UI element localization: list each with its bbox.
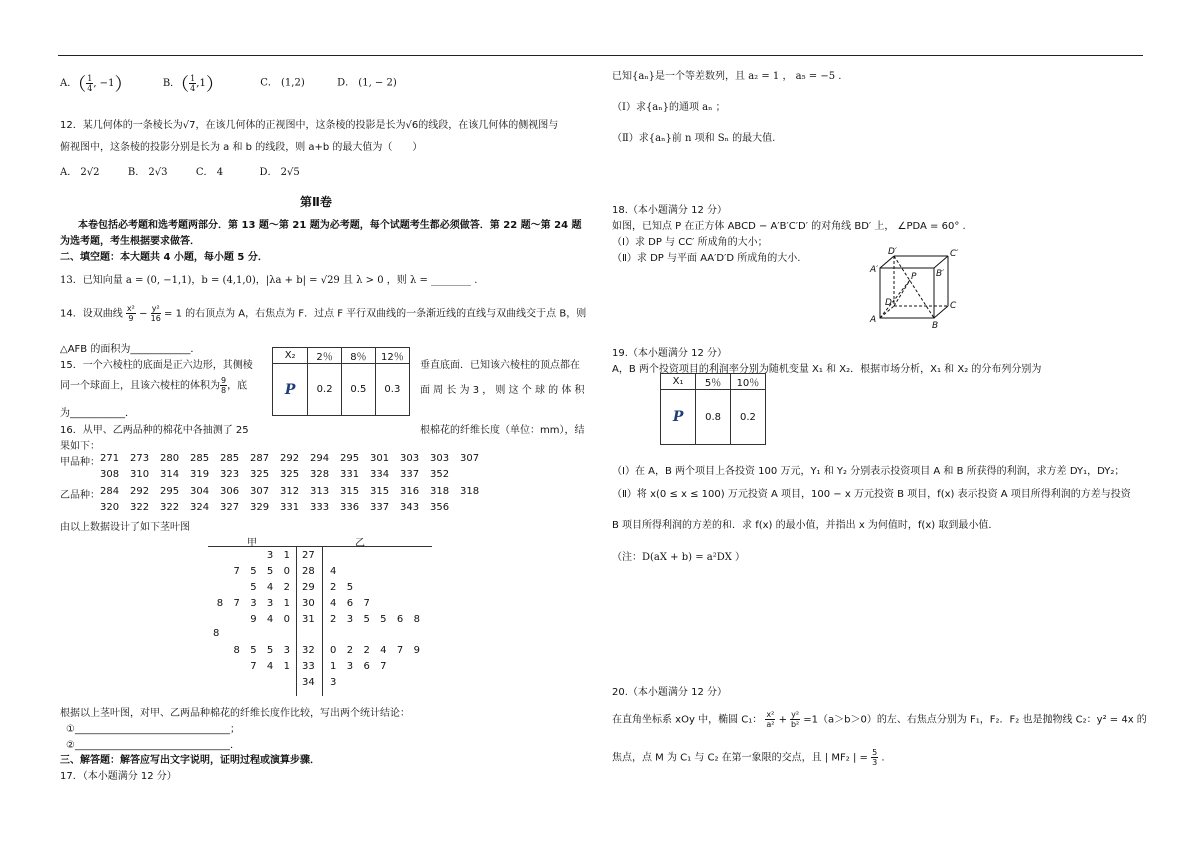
q12-option-a: A． 2√2 xyxy=(60,167,100,178)
q15-line1-right: 垂直底面．已知该六棱柱的顶点都在 xyxy=(420,360,580,371)
diagonal-BD-prime xyxy=(894,256,934,318)
header-rule xyxy=(58,55,1143,56)
q12-line2: 俯视图中，这条棱的投影分别是长为 a 和 b 的线段，则 a+b 的最大值为（ ） xyxy=(60,142,423,153)
data-value: 320 xyxy=(100,502,120,513)
part2-header: 二、填空题：本大题共 4 小题，每小题 5 分． xyxy=(60,252,268,263)
q12-option-c: C． 4 xyxy=(195,167,224,178)
stem-divider-left xyxy=(296,546,297,696)
x2-p-label: P xyxy=(284,381,296,398)
data-value: 303 xyxy=(400,453,420,464)
stem-leaves-left: 3 1 xyxy=(266,550,290,561)
data-value: 287 xyxy=(250,453,270,464)
section2-intro-1: 本卷包括必考题和选考题两部分．第 13 题～第 21 题为必考题，每个试题考生都必须做答．第 22 题～第 24 题 xyxy=(78,220,582,231)
data-value: 304 xyxy=(190,486,210,497)
q18-head: 18.（本小题满分 12 分） xyxy=(612,205,727,216)
label-B: B xyxy=(932,321,939,331)
stem-overflow-leaf: 8 xyxy=(213,628,220,639)
x1-distribution-table xyxy=(660,373,766,445)
label-D-prime: D′ xyxy=(888,247,897,257)
label-C: C xyxy=(950,301,957,311)
stem-value: 29 xyxy=(302,582,315,593)
q13: 13．已知向量 a = (0, −1,1)，b = (4,1,0)，|λa + b| = √29 且 λ > 0 ，则 λ = ________ . xyxy=(60,275,478,286)
x2-val: 0.3 xyxy=(375,364,409,416)
q14-line2: △AFB 的面积为____________． xyxy=(60,344,201,355)
stem-leaves-left: 7 5 5 0 xyxy=(233,566,290,577)
data-value: 285 xyxy=(220,453,240,464)
data-value: 316 xyxy=(400,486,420,497)
stem-value: 31 xyxy=(302,614,315,625)
q19-part-ii: （Ⅱ）将 x(0 ≤ x ≤ 100) 万元投资 A 项目，100 − x 万元投资 B 项目，f(x) 表示投资 A 项目所得利润的方差与投资 xyxy=(612,489,1131,500)
stem-value: 28 xyxy=(302,566,315,577)
data-value: 310 xyxy=(130,469,150,480)
stem-head-right: 乙 xyxy=(355,538,365,549)
stem-value: 30 xyxy=(302,598,315,609)
data-value: 306 xyxy=(220,486,240,497)
stem-leaves-left: 8 5 5 3 xyxy=(233,645,290,656)
data-value: 333 xyxy=(310,502,330,513)
x2-val: 0.5 xyxy=(342,364,376,416)
q18-text: 如图，已知点 P 在正方体 ABCD − A′B′C′D′ 的对角线 BD′ 上， ∠PDA = 60° . xyxy=(612,221,966,232)
stem-intro: 由以上数据设计了如下茎叶图 xyxy=(60,522,190,533)
data-value: 331 xyxy=(280,502,300,513)
stem-leaves-left: 8 7 3 3 1 xyxy=(216,598,290,609)
x2-header: X₂ xyxy=(273,348,308,364)
label-A: A xyxy=(870,315,877,325)
segment-DP xyxy=(894,280,910,306)
data-value: 324 xyxy=(190,502,210,513)
data-value: 307 xyxy=(250,486,270,497)
x1-val: 0.8 xyxy=(696,390,731,445)
cube-figure xyxy=(866,244,966,332)
data-value: 334 xyxy=(370,469,390,480)
stem-value: 33 xyxy=(302,661,315,672)
data-value: 325 xyxy=(280,469,300,480)
q17-part-ii: （Ⅱ）求{aₙ}前 n 项和 Sₙ 的最大值. xyxy=(612,133,776,144)
q15-line2-right: 面 周 长 为 3 ， 则 这 个 球 的 体 积 xyxy=(420,385,585,396)
q19-note: （注：D(aX + b) = a²DX ） xyxy=(612,552,746,563)
label-A-prime: A′ xyxy=(870,265,879,275)
cube-edge xyxy=(880,256,894,268)
data-value: 322 xyxy=(160,502,180,513)
data-value: 337 xyxy=(400,469,420,480)
stem-value: 27 xyxy=(302,550,315,561)
label-D: D xyxy=(885,298,892,308)
q16-conclusion-2: ②_______________________________． xyxy=(66,740,240,751)
q16-conclusion-1: ①_______________________________； xyxy=(66,724,240,735)
q20-line2: 焦点，点 M 为 C₁ 与 C₂ 在第一象限的交点，且 | MF₂ | = $\frac{5}{3}$ . xyxy=(612,748,885,767)
x1-p-label: P xyxy=(672,409,684,425)
yi-row-1 xyxy=(100,486,490,497)
data-value: 318 xyxy=(460,486,480,497)
label-C-prime: C′ xyxy=(950,249,959,259)
stem-leaves-right: 1 3 6 7 xyxy=(330,661,387,672)
data-value: 343 xyxy=(400,502,420,513)
q19-text: A，B 两个投资项目的利润率分别为随机变量 X₁ 和 X₂．根据市场分析，X₁ 和 X₂ 的分布列分别为 xyxy=(612,364,1042,375)
x1-val: 0.2 xyxy=(730,390,765,445)
data-value: 329 xyxy=(250,502,270,513)
q19-head: 19.（本小题满分 12 分） xyxy=(612,348,727,359)
x2-distribution-table xyxy=(272,347,410,416)
data-value: 292 xyxy=(280,453,300,464)
label-P: P xyxy=(911,272,917,282)
x2-val: 0.2 xyxy=(308,364,342,416)
q12-option-b: B． 2√3 xyxy=(127,167,168,178)
q16-after: 根据以上茎叶图，对甲、乙两品种棉花的纤维长度作比较，写出两个统计结论： xyxy=(60,708,410,719)
data-value: 322 xyxy=(130,502,150,513)
x1-col: 5％ xyxy=(696,374,731,390)
stem-leaves-left: 5 4 2 xyxy=(250,582,290,593)
yi-row-2 xyxy=(100,502,460,513)
q16-line2: 果如下： xyxy=(60,441,100,452)
stem-value: 32 xyxy=(302,645,315,656)
q17-head: 17．（本小题满分 12 分） xyxy=(60,771,177,782)
q17-part-i: （Ⅰ）求{aₙ}的通项 aₙ ； xyxy=(612,102,726,113)
data-value: 280 xyxy=(160,453,180,464)
data-value: 313 xyxy=(310,486,330,497)
stem-leaves-right: 2 3 5 5 6 8 xyxy=(330,614,420,625)
cube-edge xyxy=(934,256,948,268)
data-value: 312 xyxy=(280,486,300,497)
jia-row-2 xyxy=(100,469,460,480)
data-value: 325 xyxy=(250,469,270,480)
stem-leaves-right: 0 2 2 4 7 9 xyxy=(330,645,420,656)
data-value: 331 xyxy=(340,469,360,480)
q18-part-i: （Ⅰ）求 DP 与 CC′ 所成角的大小； xyxy=(612,237,768,248)
stem-leaves-right: 2 5 xyxy=(330,582,354,593)
data-value: 308 xyxy=(100,469,120,480)
data-value: 336 xyxy=(340,502,360,513)
q12-options xyxy=(60,163,320,178)
q11-option-b: B．（ $\frac{1}{4}$ ,1） xyxy=(162,73,224,95)
data-value: 315 xyxy=(370,486,390,497)
data-value: 356 xyxy=(430,502,450,513)
data-value: 301 xyxy=(370,453,390,464)
q18-part-ii: （Ⅱ）求 DP 与平面 AA′D′D 所成角的大小. xyxy=(612,253,801,264)
q15-line3: 为___________． xyxy=(60,408,135,419)
x1-col: 10％ xyxy=(730,374,765,390)
q20-text: 在直角坐标系 xOy 中，椭圆 C₁： $\frac{\text{x²}}{\text{a²}}$ + $\frac{\text{y²}}{\text{b²}}$ =1（a＞b＞0）的左、右焦点分别为 F₁，F₂．F₂ 也是抛物线 C₂：y² = 4x 的 xyxy=(612,710,1147,729)
q15-line1-left: 15．一个六棱柱的底面是正六边形，其侧棱 xyxy=(60,360,253,371)
stem-value: 34 xyxy=(302,677,315,688)
stem-leaves-left: 9 4 0 xyxy=(250,614,290,625)
cube-edge xyxy=(934,306,948,318)
q16-line1-left: 16．从甲、乙两品种的棉花中各抽测了 25 xyxy=(60,425,249,436)
data-value: 307 xyxy=(460,453,480,464)
data-value: 337 xyxy=(370,502,390,513)
q11-option-a: A．（ $\frac{1}{4}$ , −1） xyxy=(60,73,133,95)
q17-cont: 已知{aₙ}是一个等差数列，且 a₂ = 1 ， a₅ = −5 . xyxy=(612,71,842,82)
data-value: 323 xyxy=(220,469,240,480)
data-value: 319 xyxy=(190,469,210,480)
q11-option-c: C． (1,2) xyxy=(260,77,305,89)
x2-col: 8％ xyxy=(342,348,376,364)
data-value: 352 xyxy=(430,469,450,480)
data-value: 318 xyxy=(430,486,450,497)
q15-line2-left: 同一个球面上，且该六棱柱的体积为 $\frac{9}{8}$ ，底 xyxy=(60,376,248,395)
q14-line1: 14．设双曲线 $\frac{\text{x²}}{9}$ − $\frac{\text{y²}}{16}$ = 1 的右顶点为 A，右焦点为 F．过点 F 平行双曲线的一条渐近线的直线与双曲线交于点 B，则 xyxy=(60,304,587,323)
x1-header: X₁ xyxy=(661,374,696,390)
label-B-prime: B′ xyxy=(936,269,945,279)
yi-label: 乙品种： xyxy=(60,490,100,501)
data-value: 295 xyxy=(160,486,180,497)
section2-intro-2: 为选考题，考生根据要求做答． xyxy=(60,236,200,247)
data-value: 284 xyxy=(100,486,120,497)
q19-part-ii-2: B 项目所得利润的方差的和．求 f(x) 的最小值，并指出 x 为何值时，f(x) 取到最小值． xyxy=(612,520,999,531)
q11-option-d: D． (1, − 2) xyxy=(337,77,397,89)
data-value: 303 xyxy=(430,453,450,464)
stem-divider-right xyxy=(322,546,323,696)
data-value: 295 xyxy=(340,453,360,464)
stem-leaves-right: 4 6 7 xyxy=(330,598,370,609)
data-value: 273 xyxy=(130,453,150,464)
q20-head: 20.（本小题满分 12 分） xyxy=(612,687,727,698)
data-value: 315 xyxy=(340,486,360,497)
x2-col: 2％ xyxy=(308,348,342,364)
stem-head-left: 甲 xyxy=(247,538,257,549)
part3-header: 三、解答题：解答应写出文字说明，证明过程或演算步骤． xyxy=(60,755,320,766)
data-value: 292 xyxy=(130,486,150,497)
data-value: 328 xyxy=(310,469,330,480)
q11-options xyxy=(60,70,397,96)
stem-leaves-right: 4 xyxy=(330,566,337,577)
data-value: 294 xyxy=(310,453,330,464)
data-value: 271 xyxy=(100,453,120,464)
q19-part-i: （Ⅰ）在 A，B 两个项目上各投资 100 万元，Y₁ 和 Y₂ 分别表示投资项目 A 和 B 所获得的利润，求方差 DY₁，DY₂； xyxy=(612,466,1125,477)
stem-top-rule xyxy=(208,546,432,547)
stem-leaves-left: 7 4 1 xyxy=(250,661,290,672)
x2-col: 12％ xyxy=(375,348,409,364)
stem-leaves-right: 3 xyxy=(330,677,337,688)
q12-line1: 12．某几何体的一条棱长为√7，在该几何体的正视图中，这条棱的投影是长为√6的线段，在该几何体的侧视图与 xyxy=(60,120,559,131)
data-value: 327 xyxy=(220,502,240,513)
q12-option-d: D． 2√5 xyxy=(259,167,300,178)
data-value: 285 xyxy=(190,453,210,464)
jia-row-1 xyxy=(100,453,490,464)
section2-title: 第Ⅱ卷 xyxy=(300,195,332,209)
q16-line1-right: 根棉花的纤维长度（单位：mm），结 xyxy=(420,425,585,436)
jia-label: 甲品种： xyxy=(60,457,100,468)
data-value: 314 xyxy=(160,469,180,480)
